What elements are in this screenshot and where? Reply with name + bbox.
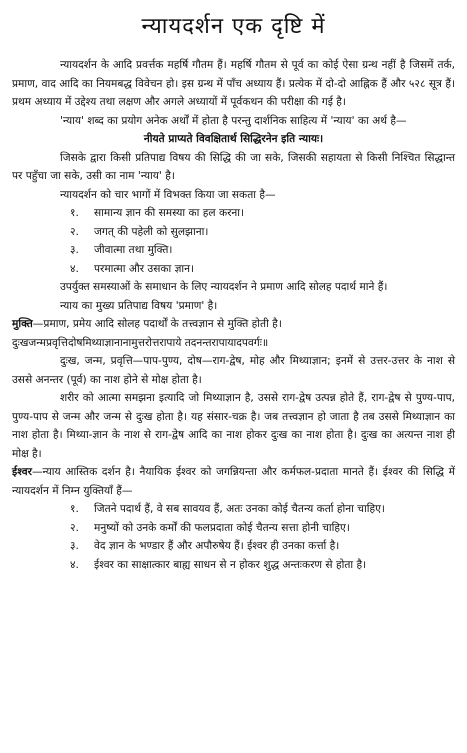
list-number: ३. <box>70 244 79 256</box>
sixteen-padartha-paragraph: उपर्युक्त समस्याओं के समाधान के लिए न्यायदर्शन ने प्रमाण आदि सोलह पदार्थ माने हैं। <box>60 281 388 293</box>
pramana-paragraph: न्याय का मुख्य प्रतिपाद्य विषय 'प्रमाण' है। <box>60 299 218 312</box>
list-item <box>70 537 455 556</box>
mukti-heading: मुक्ति <box>12 318 33 330</box>
ishvar-text: —न्याय आस्तिक दर्शन है। नैयायिक ईश्वर को जगन्नियन्ता और कर्मफल-प्रदाता मानते हैं। ईश्वर की सिद्धि में न्यायदर्शन में निम्न युक्तियाँ हैं— <box>12 466 455 497</box>
ishvar-paragraph <box>12 463 455 500</box>
page-title: न्यायदर्शन एक दृष्टि में <box>141 14 326 39</box>
samsara-paragraph: शरीर को आत्मा समझना इत्यादि जो मिथ्याज्ञान है, उससे राग-द्वेष उत्पन्न होते हैं, राग-द्वेष से पुण्य-पाप, पुण्य-पाप से जन्म और जन्म से दुःख होता है। यह संसार-चक्र है। जब तत्त्वज्ञान हो जाता है तब उससे मिथ्याज्ञान का नाश होता है। मिथ्या-ज्ञान के नाश से राग-द्वेष आदि का नाश होकर दुःख का नाश होता है। दुःख का अत्यन्त नाश ही मोक्ष है। <box>12 392 455 460</box>
mukti-paragraph <box>12 315 455 334</box>
list-item <box>70 241 455 260</box>
four-parts-intro: न्यायदर्शन को चार भागों में विभक्त किया जा सकता है— <box>60 188 276 201</box>
list-text: जगत् की पहेली को सुलझाना। <box>94 225 209 238</box>
list-text: परमात्मा और उसका ज्ञान। <box>94 262 195 275</box>
list-number: ३. <box>70 540 79 552</box>
list-number: २. <box>70 225 79 238</box>
list-text: वेद ज्ञान के भण्डार हैं और अपौरुषेय हैं। ईश्वर ही उनका कर्त्ता है। <box>94 540 340 552</box>
list-text: जीवात्मा तथा मुक्ति। <box>94 244 173 256</box>
list-number: २. <box>70 521 79 534</box>
mukti-text: —प्रमाण, प्रमेय आदि सोलह पदार्थों के तत्त्वज्ञान से मुक्ति होती है। <box>32 318 282 330</box>
list-text: मनुष्यों को उनके कर्मों की फलप्रदाता कोई चैतन्य सत्ता होनी चाहिए। <box>94 521 350 534</box>
list-item <box>70 260 455 279</box>
list-item <box>70 519 455 538</box>
list-item <box>70 223 455 242</box>
list-text: सामान्य ज्ञान की समस्या का हल करना। <box>94 207 245 219</box>
list-text: जितने पदार्थ हैं, वे सब सावयव हैं, अतः उनका कोई चैतन्य कर्ता होना चाहिए। <box>94 503 385 515</box>
intro-paragraph: न्यायदर्शन के आदि प्रवर्त्तक महर्षि गौतम हैं। महर्षि गौतम से पूर्व का कोई ऐसा ग्रन्थ नहीं है जिसमें तर्क, प्रमाण, वाद आदि का नियमबद्ध विवेचन हो। इस ग्रन्थ में पाँच अध्याय हैं। प्रत्येक में दो-दो आह्निक हैं और ५२८ सूत्र हैं। प्रथम अध्याय में उद्देश्य तथा लक्षण और अगले अध्यायों में पूर्वकथन की परीक्षा की गई है। <box>12 59 455 108</box>
list-number: १. <box>70 207 79 219</box>
list-text: ईश्वर का साक्षात्कार बाह्य साधन से न होकर शुद्ध अन्तःकरण से होता है। <box>94 558 367 571</box>
sanskrit-sutra: दुःखजन्मप्रवृत्तिदोषमिथ्याज्ञानानामुत्तरोत्तरापाये तदनन्तरापायादपवर्गः॥ <box>12 336 269 349</box>
list-number: १. <box>70 503 79 515</box>
sanskrit-definition: नीयते प्राप्यते विवक्षितार्थ सिद्धिरनेन इति न्यायः। <box>143 133 324 145</box>
four-parts-list <box>12 204 455 278</box>
ishvar-proofs-list <box>12 500 455 574</box>
list-item <box>70 500 455 519</box>
list-number: ४. <box>70 558 79 571</box>
ishvar-heading: ईश्वर <box>12 466 32 478</box>
list-item <box>70 204 455 223</box>
list-number: ४. <box>70 262 79 275</box>
list-item <box>70 556 455 575</box>
nyaya-meaning-paragraph: 'न्याय' शब्द का प्रयोग अनेक अर्थों में होता है परन्तु दार्शनिक साहित्य में 'न्याय' का अर्थ है— <box>60 114 407 127</box>
definition-explanation: जिसके द्वारा किसी प्रतिपाद्य विषय की सिद्धि की जा सके, जिसकी सहायता से किसी निश्चित सिद्धान्त पर पहुँचा जा सके, उसी का नाम 'न्याय' है। <box>12 151 455 182</box>
dukha-paragraph: दुःख, जन्म, प्रवृत्ति—पाप-पुण्य, दोष—राग-द्वेष, मोह और मिथ्याज्ञान; इनमें से उत्तर-उत्तर के नाश से उससे अनन्तर (पूर्व) का नाश होने से मोक्ष होता है। <box>12 355 455 386</box>
